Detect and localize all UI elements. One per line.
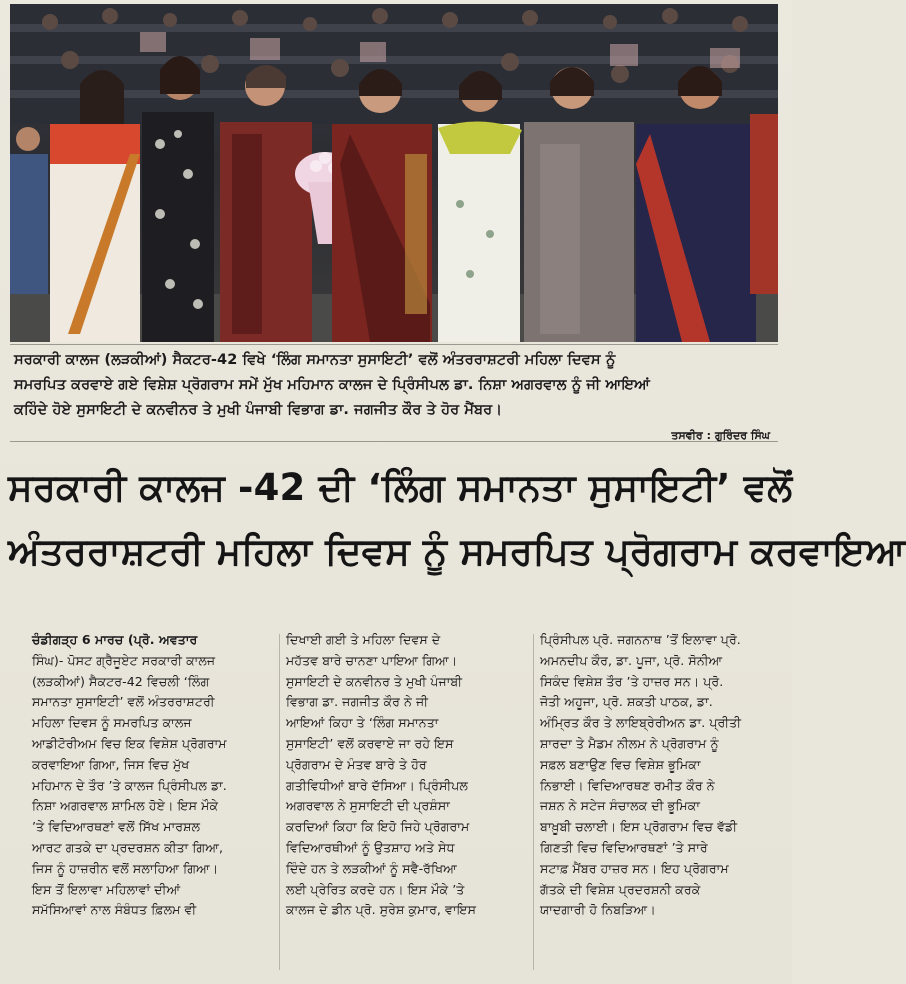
article-line: ਕਾਲਜ ਦੇ ਡੀਨ ਪ੍ਰੋ. ਸੁਰੇਸ਼ ਕੁਮਾਰ, ਵਾਇਸ	[286, 902, 477, 918]
article-line: ਜੋਤੀ ਅਹੂਜਾ, ਪ੍ਰੋ. ਸ਼ਕਤੀ ਪਾਠਕ, ਡਾ.	[540, 694, 713, 710]
article-line: ਇਸ ਤੋਂ ਇਲਾਵਾ ਮਹਿਲਾਵਾਂ ਦੀਆਂ	[32, 881, 181, 897]
article-line: ਯਾਦਗਾਰੀ ਹੋ ਨਿਬੜਿਆ।	[540, 902, 656, 918]
article-body	[32, 630, 778, 976]
article-line: (ਲੜਕੀਆਂ) ਸੈਕਟਰ-42 ਵਿਚਲੀ ‘ਲਿੰਗ	[32, 673, 210, 689]
article-line: ਮਹਿਮਾਨ ਦੇ ਤੌਰ ’ਤੇ ਕਾਲਜ ਪ੍ਰਿੰਸੀਪਲ ਡਾ.	[32, 777, 227, 793]
headline-line-2: ਅੰਤਰਰਾਸ਼ਟਰੀ ਮਹਿਲਾ ਦਿਵਸ ਨੂੰ ਸਮਰਪਿਤ ਪ੍ਰੋਗਰਾਮ ਕਰਵਾਇਆ	[8, 530, 906, 573]
article-line: ਕਰਦਿਆਂ ਕਿਹਾ ਕਿ ਇਹੋ ਜਿਹੇ ਪ੍ਰੋਗਰਾਮ	[286, 819, 470, 835]
photo-caption	[10, 344, 778, 442]
article-line: ਮਹਿਲਾ ਦਿਵਸ ਨੂੰ ਸਮਰਪਿਤ ਕਾਲਜ	[32, 715, 192, 731]
caption-line: ਕਹਿੰਦੇ ਹੋਏ ਸੁਸਾਇਟੀ ਦੇ ਕਨਵੀਨਰ ਤੇ ਮੁਖੀ ਪੰਜਾਬੀ ਵਿਭਾਗ ਡਾ. ਜਗਜੀਤ ਕੌਰ ਤੇ ਹੋਰ ਮੈਂਬਰ।	[14, 402, 503, 418]
photo-credit-label: ਤਸਵੀਰ :	[671, 429, 711, 442]
column-divider	[279, 634, 280, 970]
article-line: ਸਫ਼ਲ ਬਣਾਉਣ ਵਿਚ ਵਿਸ਼ੇਸ਼ ਭੂਮਿਕਾ	[540, 756, 701, 772]
article-line: ਅਗਰਵਾਲ ਨੇ ਸੁਸਾਇਟੀ ਦੀ ਪ੍ਰਸ਼ੰਸਾ	[286, 798, 450, 814]
article-line: ਆਇਆਂ ਕਿਹਾ ਤੇ ‘ਲਿੰਗ ਸਮਾਨਤਾ	[286, 715, 439, 731]
caption-line: ਸਮਰਪਿਤ ਕਰਵਾਏ ਗਏ ਵਿਸ਼ੇਸ਼ ਪ੍ਰੋਗਰਾਮ ਸਮੇਂ ਮੁੱਖ ਮਹਿਮਾਨ ਕਾਲਜ ਦੇ ਪ੍ਰਿੰਸੀਪਲ ਡਾ. ਨਿਸ਼ਾ ਅਗਰਵਾਲ ਨੂੰ ਜੀ ਆਇਆਂ	[14, 377, 650, 393]
article-line: ਕਰਵਾਇਆ ਗਿਆ, ਜਿਸ ਵਿਚ ਮੁੱਖ	[32, 756, 190, 772]
photo-credit-name: ਗੁਰਿੰਦਰ ਸਿੰਘ	[714, 429, 770, 442]
article-line: ਮਹੱਤਵ ਬਾਰੇ ਚਾਨਣਾ ਪਾਇਆ ਗਿਆ।	[286, 652, 458, 668]
article-line: ਵਿਭਾਗ ਡਾ. ਜਗਜੀਤ ਕੌਰ ਨੇ ਜੀ	[286, 694, 429, 710]
article-line: ਬਾਖ਼ੂਬੀ ਚਲਾਈ। ਇਸ ਪ੍ਰੋਗਰਾਮ ਵਿਚ ਵੱਡੀ	[540, 819, 738, 835]
column-divider	[533, 634, 534, 970]
article-line: ਪ੍ਰੋਗਰਾਮ ਦੇ ਮੰਤਵ ਬਾਰੇ ਤੇ ਹੋਰ	[286, 756, 427, 772]
article-column-3	[540, 630, 780, 976]
article-line: ਗਤੀਵਿਧੀਆਂ ਬਾਰੇ ਦੱਸਿਆ। ਪ੍ਰਿੰਸੀਪਲ	[286, 777, 468, 793]
article-line: ਅਮਨਦੀਪ ਕੌਰ, ਡਾ. ਪੂਜਾ, ਪ੍ਰੋ. ਸੋਨੀਆ	[540, 652, 723, 668]
headline-line-1: ਸਰਕਾਰੀ ਕਾਲਜ -42 ਦੀ ‘ਲਿੰਗ ਸਮਾਨਤਾ ਸੁਸਾਇਟੀ’ ਵਲੋਂ	[8, 466, 793, 509]
article-line: ਜਿਸ ਨੂੰ ਹਾਜ਼ਰੀਨ ਵਲੋਂ ਸਲਾਹਿਆ ਗਿਆ।	[32, 860, 219, 876]
article-line: ਸ਼ਾਰਦਾ ਤੇ ਮੈਡਮ ਨੀਲਮ ਨੇ ਪ੍ਰੋਗਰਾਮ ਨੂੰ	[540, 735, 719, 751]
article-line: ਸਟਾਫ਼ ਮੈਂਬਰ ਹਾਜ਼ਰ ਸਨ। ਇਹ ਪ੍ਰੋਗਰਾਮ	[540, 860, 729, 876]
article-line: ਨਿਭਾਈ। ਵਿਦਿਆਰਥਣ ਰਮੀਤ ਕੌਰ ਨੇ	[540, 777, 715, 793]
article-line: ਸਿੰਘ)- ਪੋਸਟ ਗ੍ਰੈਜੂਏਟ ਸਰਕਾਰੀ ਕਾਲਜ	[32, 652, 216, 668]
article-line: ਵਿਦਿਆਰਥੀਆਂ ਨੂੰ ਉਤਸ਼ਾਹ ਅਤੇ ਸੇਧ	[286, 839, 455, 855]
article-column-1	[32, 630, 272, 976]
group-photo	[10, 4, 778, 342]
article-line: ’ਤੇ ਵਿਦਿਆਰਥਣਾਂ ਵਲੋਂ ਸਿੱਖ ਮਾਰਸ਼ਲ	[32, 819, 201, 835]
article-line: ਆਰਟ ਗਤਕੇ ਦਾ ਪ੍ਰਦਰਸ਼ਨ ਕੀਤਾ ਗਿਆ,	[32, 839, 224, 855]
article-line: ਦਿੰਦੇ ਹਨ ਤੇ ਲੜਕੀਆਂ ਨੂੰ ਸਵੈ-ਰੱਖਿਆ	[286, 860, 457, 876]
article-line: ਚੰਡੀਗੜ੍ਹ 6 ਮਾਰਚ (ਪ੍ਰੋ. ਅਵਤਾਰ	[32, 632, 198, 647]
article-line: ਪ੍ਰਿੰਸੀਪਲ ਪ੍ਰੋ. ਜਗਨਨਾਥ ’ਤੋਂ ਇਲਾਵਾ ਪ੍ਰੋ.	[540, 632, 741, 647]
article-line: ਸਮੱਸਿਆਵਾਂ ਨਾਲ ਸੰਬੰਧਤ ਫ਼ਿਲਮ ਵੀ	[32, 902, 197, 918]
article-line: ਅੰਮ੍ਰਿਤ ਕੌਰ ਤੇ ਲਾਇਬ੍ਰੇਰੀਅਨ ਡਾ. ਪ੍ਰੀਤੀ	[540, 715, 742, 731]
article-line: ਜਸ਼ਨ ਨੇ ਸਟੇਜ ਸੰਚਾਲਕ ਦੀ ਭੂਮਿਕਾ	[540, 798, 701, 814]
article-line: ਸੁਸਾਇਟੀ’ ਵਲੋਂ ਕਰਵਾਏ ਜਾ ਰਹੇ ਇਸ	[286, 735, 454, 751]
article-line: ਆਡੀਟੋਰੀਅਮ ਵਿਚ ਇਕ ਵਿਸ਼ੇਸ਼ ਪ੍ਰੋਗਰਾਮ	[32, 735, 227, 751]
article-line: ਦਿਖਾਈ ਗਈ ਤੇ ਮਹਿਲਾ ਦਿਵਸ ਦੇ	[286, 632, 441, 647]
caption-line: ਸਰਕਾਰੀ ਕਾਲਜ (ਲੜਕੀਆਂ) ਸੈਕਟਰ-42 ਵਿਖੇ ‘ਲਿੰਗ ਸਮਾਨਤਾ ਸੁਸਾਇਟੀ’ ਵਲੋਂ ਅੰਤਰਰਾਸ਼ਟਰੀ ਮਹਿਲਾ ਦਿਵਸ ਨੂੰ	[14, 352, 616, 368]
article-line: ਸੁਸਾਇਟੀ ਦੇ ਕਨਵੀਨਰ ਤੇ ਮੁਖੀ ਪੰਜਾਬੀ	[286, 673, 463, 689]
photo-credit	[671, 429, 770, 443]
article-line: ਸਿਕੰਦ ਵਿਸ਼ੇਸ਼ ਤੌਰ ’ਤੇ ਹਾਜ਼ਰ ਸਨ। ਪ੍ਰੋ.	[540, 673, 724, 689]
article-line: ਗਿਣਤੀ ਵਿਚ ਵਿਦਿਆਰਥਣਾਂ ’ਤੇ ਸਾਰੇ	[540, 839, 708, 855]
article-line: ਸਮਾਨਤਾ ਸੁਸਾਇਟੀ’ ਵਲੋਂ ਅੰਤਰਰਾਸ਼ਟਰੀ	[32, 694, 215, 710]
article-line: ਨਿਸ਼ਾ ਅਗਰਵਾਲ ਸ਼ਾਮਿਲ ਹੋਏ। ਇਸ ਮੌਕੇ	[32, 798, 219, 814]
article-line: ਗੱਤਕੇ ਦੀ ਵਿਸ਼ੇਸ਼ ਪ੍ਰਦਰਸ਼ਨੀ ਕਰਕੇ	[540, 881, 701, 897]
article-column-2	[286, 630, 526, 976]
article-line: ਲਈ ਪ੍ਰੇਰਿਤ ਕਰਦੇ ਹਨ। ਇਸ ਮੌਕੇ ’ਤੇ	[286, 881, 465, 897]
group-photo-icon	[10, 4, 778, 342]
